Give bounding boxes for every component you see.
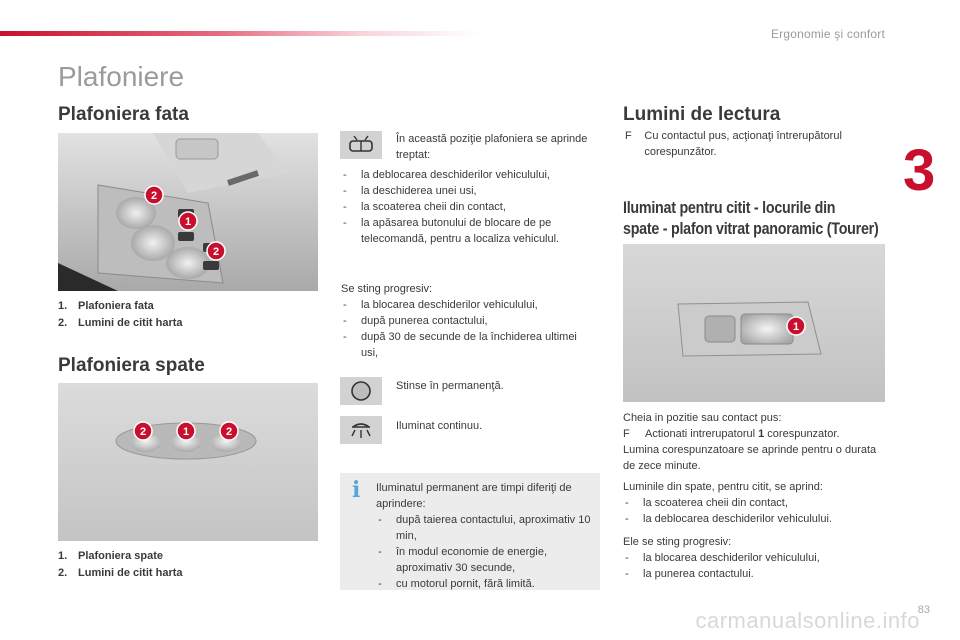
callout-badge <box>177 422 195 440</box>
top-accent-bar <box>0 31 480 36</box>
door-light-icon <box>340 131 382 159</box>
list-item: - după 30 de secunde de la închiderea ultimei usi, <box>341 329 591 361</box>
list-item: - la deblocarea deschiderilor vehiculului, <box>341 167 601 183</box>
reading-lights-heading: Lumini de lectura <box>623 104 781 125</box>
chapter-number: 3 <box>903 138 936 203</box>
list-item: - la deblocarea deschiderilor vehiculului. <box>623 511 885 527</box>
svg-text:1: 1 <box>792 321 800 333</box>
list-item: - la blocarea deschiderilor vehiculului, <box>341 297 591 313</box>
list-item: - la deschiderea unei usi, <box>341 183 601 199</box>
panoramic-light-photo <box>623 244 885 402</box>
svg-text:2: 2 <box>212 246 220 258</box>
on-mode-text: Iluminat continuu. <box>396 420 483 432</box>
list-item: - la scoaterea cheii din contact, <box>341 199 601 215</box>
circle-off-icon <box>340 377 382 405</box>
progressive-off-intro: Se sting progresiv: <box>341 283 433 295</box>
panoramic-heading: Iluminat pentru citit - locurile din spate - plafon vitrat panoramic (Tourer) <box>623 198 879 238</box>
section-label: Ergonomie şi confort <box>770 27 885 41</box>
list-item: - la punerea contactului. <box>623 566 885 582</box>
list-item: - în modul economie de energie, aproximativ 30 secunde, <box>376 544 596 576</box>
off-mode-text: Stinse în permanenţă. <box>396 380 504 392</box>
page-title: Plafoniere <box>58 61 185 92</box>
caption-item: 2. Lumini de citit harta <box>58 567 183 579</box>
svg-text:1: 1 <box>184 216 192 228</box>
list-item: - la apăsarea butonului de blocare de pe telecomandă, pentru a localiza vehiculul. <box>341 215 601 247</box>
list-item: - cu motorul pornit, fără limită. <box>376 576 596 592</box>
callout-badge <box>220 422 238 440</box>
list-item: - la scoaterea cheii din contact, <box>623 495 885 511</box>
flag-icon: F <box>623 428 630 440</box>
lamp-on-icon <box>340 416 382 444</box>
front-light-heading: Plafoniera fata <box>58 104 189 125</box>
svg-text:2: 2 <box>225 426 233 438</box>
callout-badge <box>207 242 225 260</box>
reading-lights-text: F Cu contactul pus, acţionaţi întrerupătorul corespunzător. <box>625 130 842 158</box>
caption-item: 1. Plafoniera spate <box>58 550 163 562</box>
info-box <box>340 473 600 590</box>
caption-item: 1. Plafoniera fata <box>58 300 154 312</box>
callout-badge <box>145 186 163 204</box>
caption-item: 2. Lumini de citit harta <box>58 317 183 329</box>
list-item: - la blocarea deschiderilor vehiculului, <box>623 550 885 566</box>
watermark: carmanualsonline.info <box>695 608 920 633</box>
svg-text:2: 2 <box>139 426 147 438</box>
info-icon: i <box>352 477 361 503</box>
callout-badge <box>179 212 197 230</box>
progressive-on-list <box>341 167 601 247</box>
rear-ceiling-light-photo <box>58 383 318 541</box>
callout-badge <box>787 317 805 335</box>
front-light-captions <box>58 298 183 332</box>
rear-light-heading: Plafoniera spate <box>58 355 205 376</box>
rear-light-captions <box>58 548 183 582</box>
flag-icon: F <box>625 130 632 142</box>
list-item: - după punerea contactului, <box>341 313 591 329</box>
progressive-off-list <box>341 297 591 361</box>
progressive-intro: În această poziţie plafoniera se aprinde treptat: <box>396 133 588 161</box>
list-item: - după taierea contactului, aproximativ 10 min, <box>376 512 596 544</box>
info-intro: Iluminatul permanent are timpi diferiţi de aprindere: <box>376 482 572 510</box>
front-ceiling-light-photo <box>58 133 318 291</box>
svg-text:2: 2 <box>150 190 158 202</box>
svg-text:1: 1 <box>182 426 190 438</box>
panoramic-on-section: Luminile din spate, pentru citit, se aprind: - la scoaterea cheii din contact, - la deblocarea deschiderilor vehiculului. <box>623 479 885 527</box>
panoramic-off-section: Ele se sting progresiv: - la blocarea deschiderilor vehiculului, - la punerea contactului. <box>623 534 885 582</box>
panoramic-instructions: Cheia in pozitie sau contact pus: F Actionati intrerupatorul 1 corespunzator. Lumina corespunzatoare se aprinde pentru o durata de zece minute. <box>623 412 877 472</box>
callout-badge <box>134 422 152 440</box>
info-list <box>376 512 596 592</box>
page-number: 83 <box>917 604 930 616</box>
